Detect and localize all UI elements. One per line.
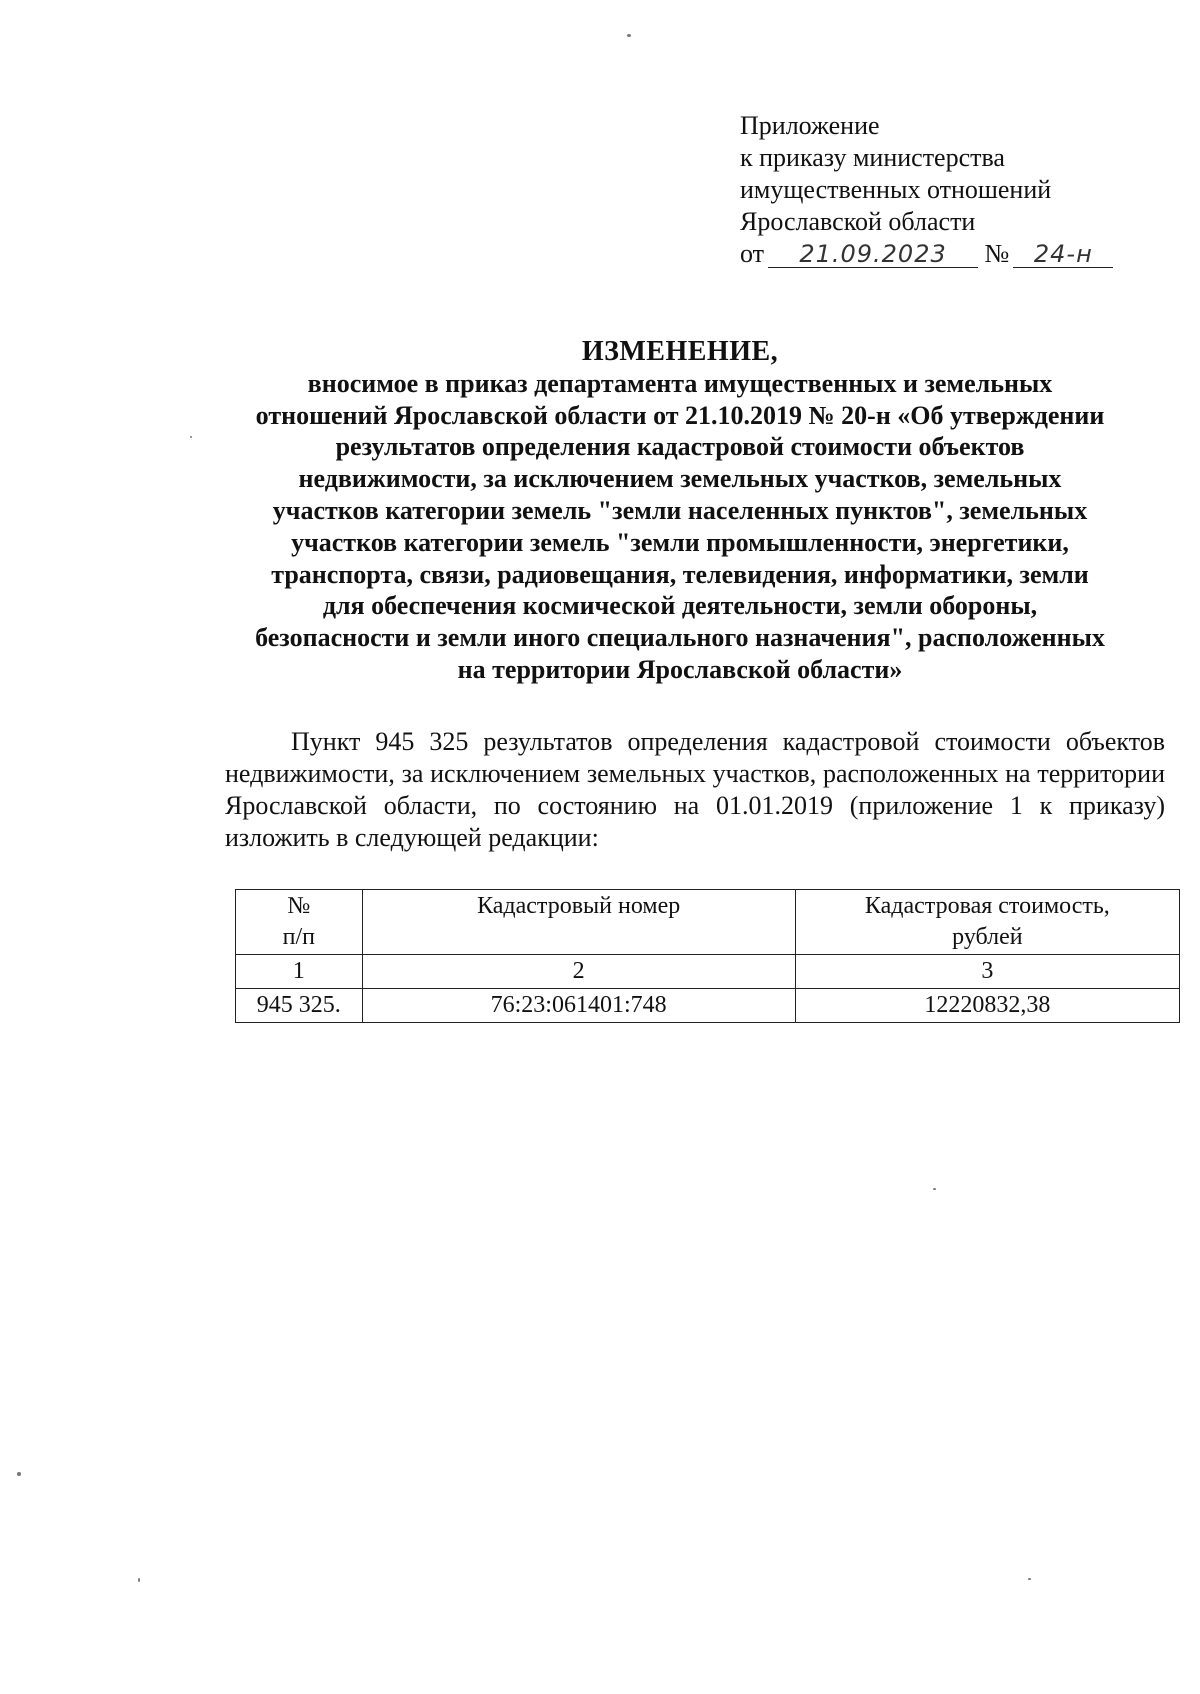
cadastral-value-cell: 12220832,38: [795, 989, 1179, 1023]
column-number-cell: 2: [362, 955, 795, 989]
appendix-line-3: имущественных отношений: [740, 175, 1052, 204]
scan-speck: [627, 34, 631, 37]
title-line: отношений Ярославской области от 21.10.2019 № 20-н «Об утверждении: [255, 400, 1105, 430]
date-prefix: от: [740, 239, 765, 268]
title-line: безопасности и земли иного специального назначения", расположенных: [255, 623, 1105, 653]
title-heading: ИЗМЕНЕНИЕ,: [581, 336, 779, 367]
title-line: на территории Ярославской области»: [457, 654, 903, 684]
title-line: недвижимости, за исключением земельных участков, земельных: [298, 464, 1062, 494]
header-text: Кадастровая стоимость,: [864, 893, 1110, 919]
scan-speck: [17, 1472, 21, 1476]
table-column-number-row: [236, 955, 1180, 989]
cadastre-table: [235, 889, 1180, 1023]
header-text: п/п: [282, 924, 315, 950]
column-number-cell: 3: [795, 955, 1179, 989]
header-cell-number: [236, 890, 363, 955]
row-number-cell: 945 325.: [236, 989, 363, 1023]
header-cell-cadastral-number: Кадастровый номер: [362, 890, 795, 955]
scan-speck: [933, 1188, 936, 1190]
handwritten-number: 24-н: [1013, 241, 1113, 268]
header-text: рублей: [952, 924, 1023, 950]
appendix-date-line: [740, 238, 1113, 270]
title-line: транспорта, связи, радиовещания, телевидения, информатики, земли: [271, 559, 1089, 589]
body-paragraph: Пункт 945 325 результатов определения кадастровой стоимости объектов недвижимости, за исключением земельных участков, расположенных на территории Ярославской области, по состоянию на 01.01.2019 (приложение 1 к приказу) изложить в следующей редакции:: [225, 727, 1165, 852]
title-line: вносимое в приказ департамента имущественных и земельных: [307, 368, 1053, 398]
number-prefix: №: [984, 239, 1010, 268]
header-cell-cadastral-value: [795, 890, 1179, 955]
title-line: участков категории земель "земли промышленности, энергетики,: [291, 527, 1069, 557]
title-line: участков категории земель "земли населенных пунктов", земельных: [272, 495, 1088, 525]
appendix-line-1: Приложение: [740, 111, 880, 140]
scan-speck: [190, 436, 192, 438]
cadastral-number-cell: 76:23:061401:748: [362, 989, 795, 1023]
table-row: [236, 989, 1180, 1023]
appendix-line-4: Ярославской области: [740, 207, 976, 236]
appendix-line-2: к приказу министерства: [740, 143, 1005, 172]
table-header-row: [236, 890, 1180, 955]
scan-speck: [138, 1578, 140, 1582]
handwritten-date: 21.09.2023: [768, 241, 978, 268]
header-text: №: [287, 893, 311, 919]
column-number-cell: 1: [236, 955, 363, 989]
appendix-header: [740, 110, 1113, 270]
document-title: [200, 336, 1160, 686]
scan-speck: [1028, 1578, 1031, 1580]
title-line: для обеспечения космической деятельности, земли обороны,: [322, 591, 1038, 621]
title-line: результатов определения кадастровой стоимости объектов: [335, 432, 1025, 462]
